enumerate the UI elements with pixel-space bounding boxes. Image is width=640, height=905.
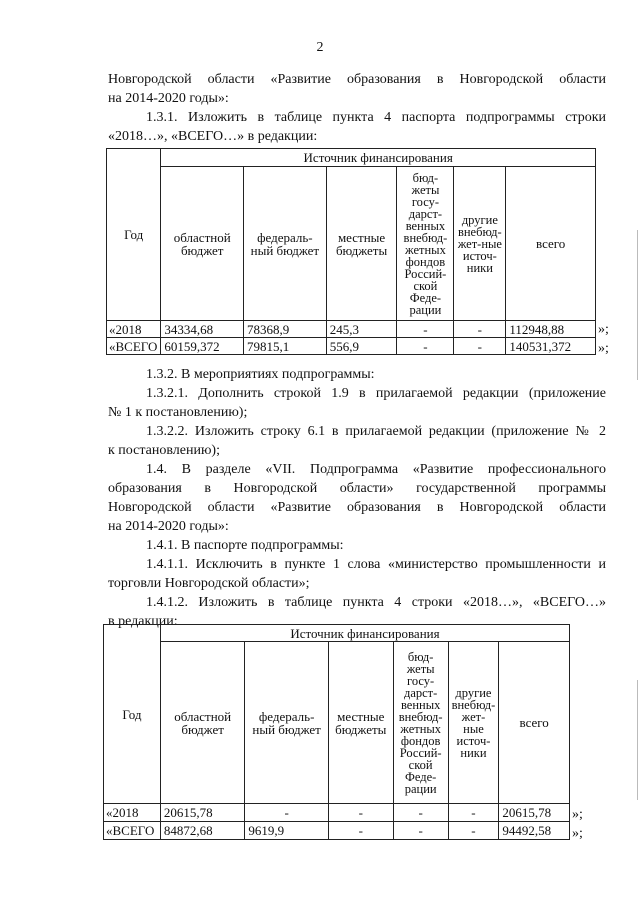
row-suffix: »; — [572, 826, 583, 841]
financing-table-1 — [106, 148, 596, 355]
cell-offbudget: - — [393, 804, 448, 822]
cell-year: «2018 — [104, 804, 161, 822]
line-1-4-1-2: 1.4.1.2. Изложить в таблице пункта 4 строки «2018…», «ВСЕГО…» — [146, 595, 606, 610]
header-offbudget-funds: бюд-жеты госу-дарст-венных внебюд-жетных фондов Россий-ской Феде-рации — [393, 642, 448, 804]
line-1-4-1-2b: в редакции: — [108, 614, 178, 629]
header-regional: областной бюджет — [160, 642, 244, 804]
cell-year: «ВСЕГО — [107, 338, 161, 355]
cell-offbudget: - — [393, 822, 448, 840]
cell-other: - — [448, 822, 499, 840]
scan-edge-line — [637, 230, 638, 380]
cell-total: 112948,88 — [506, 321, 596, 338]
row-suffix: »; — [598, 322, 609, 337]
line-1-3-2-1b: № 1 к постановлению); — [108, 405, 248, 420]
line-1-4c: Новгородской области «Развитие образования в Новгородской области — [108, 500, 606, 515]
header-federal: федераль-ный бюджет — [245, 642, 328, 804]
line-1-3-2-2b: к постановлению); — [108, 443, 220, 458]
cell-year: «ВСЕГО — [104, 822, 161, 840]
cell-federal: - — [245, 804, 328, 822]
cell-total: 94492,58 — [499, 822, 570, 840]
line-1-3-2-2: 1.3.2.2. Изложить строку 6.1 в прилагаемой редакции (приложение № 2 — [146, 424, 606, 439]
line-1-4-1-1b: торговли Новгородской области»; — [108, 576, 310, 591]
cell-local: 556,9 — [326, 338, 397, 355]
table-row — [107, 321, 596, 338]
header-other-sources: другие внебюд-жет-ные источ-ники — [448, 642, 499, 804]
header-source: Источник финансирования — [160, 625, 569, 642]
page-number: 2 — [316, 40, 324, 55]
table-row — [104, 822, 570, 840]
cell-total: 20615,78 — [499, 804, 570, 822]
header-source: Источник финансирования — [161, 149, 596, 167]
header-offbudget-funds: бюд-жеты госу-дарст-венных внебюд-жетных фондов Россий-ской Феде-рации — [397, 167, 454, 321]
cell-federal: 79815,1 — [244, 338, 327, 355]
header-other-sources: другие внебюд-жет-ные источ-ники — [454, 167, 506, 321]
cell-regional: 34334,68 — [161, 321, 244, 338]
cell-federal: 9619,9 — [245, 822, 328, 840]
intro-line-1: Новгородской области «Развитие образования в Новгородской области — [108, 72, 606, 87]
cell-local: - — [328, 822, 393, 840]
line-1-4: 1.4. В разделе «VII. Подпрограмма «Развитие профессионального — [146, 462, 606, 477]
header-total: всего — [499, 642, 570, 804]
line-1-3-2: 1.3.2. В мероприятиях подпрограммы: — [146, 367, 375, 382]
table-row — [107, 338, 596, 355]
cell-offbudget: - — [397, 338, 454, 355]
cell-total: 140531,372 — [506, 338, 596, 355]
intro-line-2: на 2014-2020 годы»: — [108, 91, 229, 106]
cell-other: - — [448, 804, 499, 822]
middle-paragraphs — [108, 365, 606, 631]
line-1-4d: на 2014-2020 годы»: — [108, 519, 229, 534]
header-federal: федераль-ный бюджет — [244, 167, 327, 321]
header-local: местные бюджеты — [328, 642, 393, 804]
row-suffix: »; — [598, 341, 609, 356]
cell-regional: 60159,372 — [161, 338, 244, 355]
line-1-4-1-1: 1.4.1.1. Исключить в пункте 1 слова «министерство промышленности и — [146, 557, 606, 572]
header-total: всего — [506, 167, 596, 321]
header-year: Год — [107, 149, 161, 321]
line-1-4b: образования в Новгородской области» государственной программы — [108, 481, 606, 496]
header-regional: областной бюджет — [161, 167, 244, 321]
cell-year: «2018 — [107, 321, 161, 338]
header-year: Год — [104, 625, 161, 804]
intro-paragraph — [108, 70, 606, 146]
line-1-3-2-1: 1.3.2.1. Дополнить строкой 1.9 в прилагаемой редакции (приложение — [146, 386, 606, 401]
intro-line-3: 1.3.1. Изложить в таблице пункта 4 паспорта подпрограммы строки — [146, 110, 606, 125]
cell-regional: 84872,68 — [160, 822, 244, 840]
header-local: местные бюджеты — [326, 167, 397, 321]
cell-local: 245,3 — [326, 321, 397, 338]
financing-table-2 — [103, 624, 570, 840]
cell-local: - — [328, 804, 393, 822]
cell-regional: 20615,78 — [160, 804, 244, 822]
cell-other: - — [454, 321, 506, 338]
scan-edge-line — [637, 680, 638, 800]
table-row — [104, 804, 570, 822]
intro-line-4: «2018…», «ВСЕГО…» в редакции: — [108, 129, 318, 144]
cell-offbudget: - — [397, 321, 454, 338]
cell-other: - — [454, 338, 506, 355]
row-suffix: »; — [572, 807, 583, 822]
cell-federal: 78368,9 — [244, 321, 327, 338]
line-1-4-1: 1.4.1. В паспорте подпрограммы: — [146, 538, 344, 553]
